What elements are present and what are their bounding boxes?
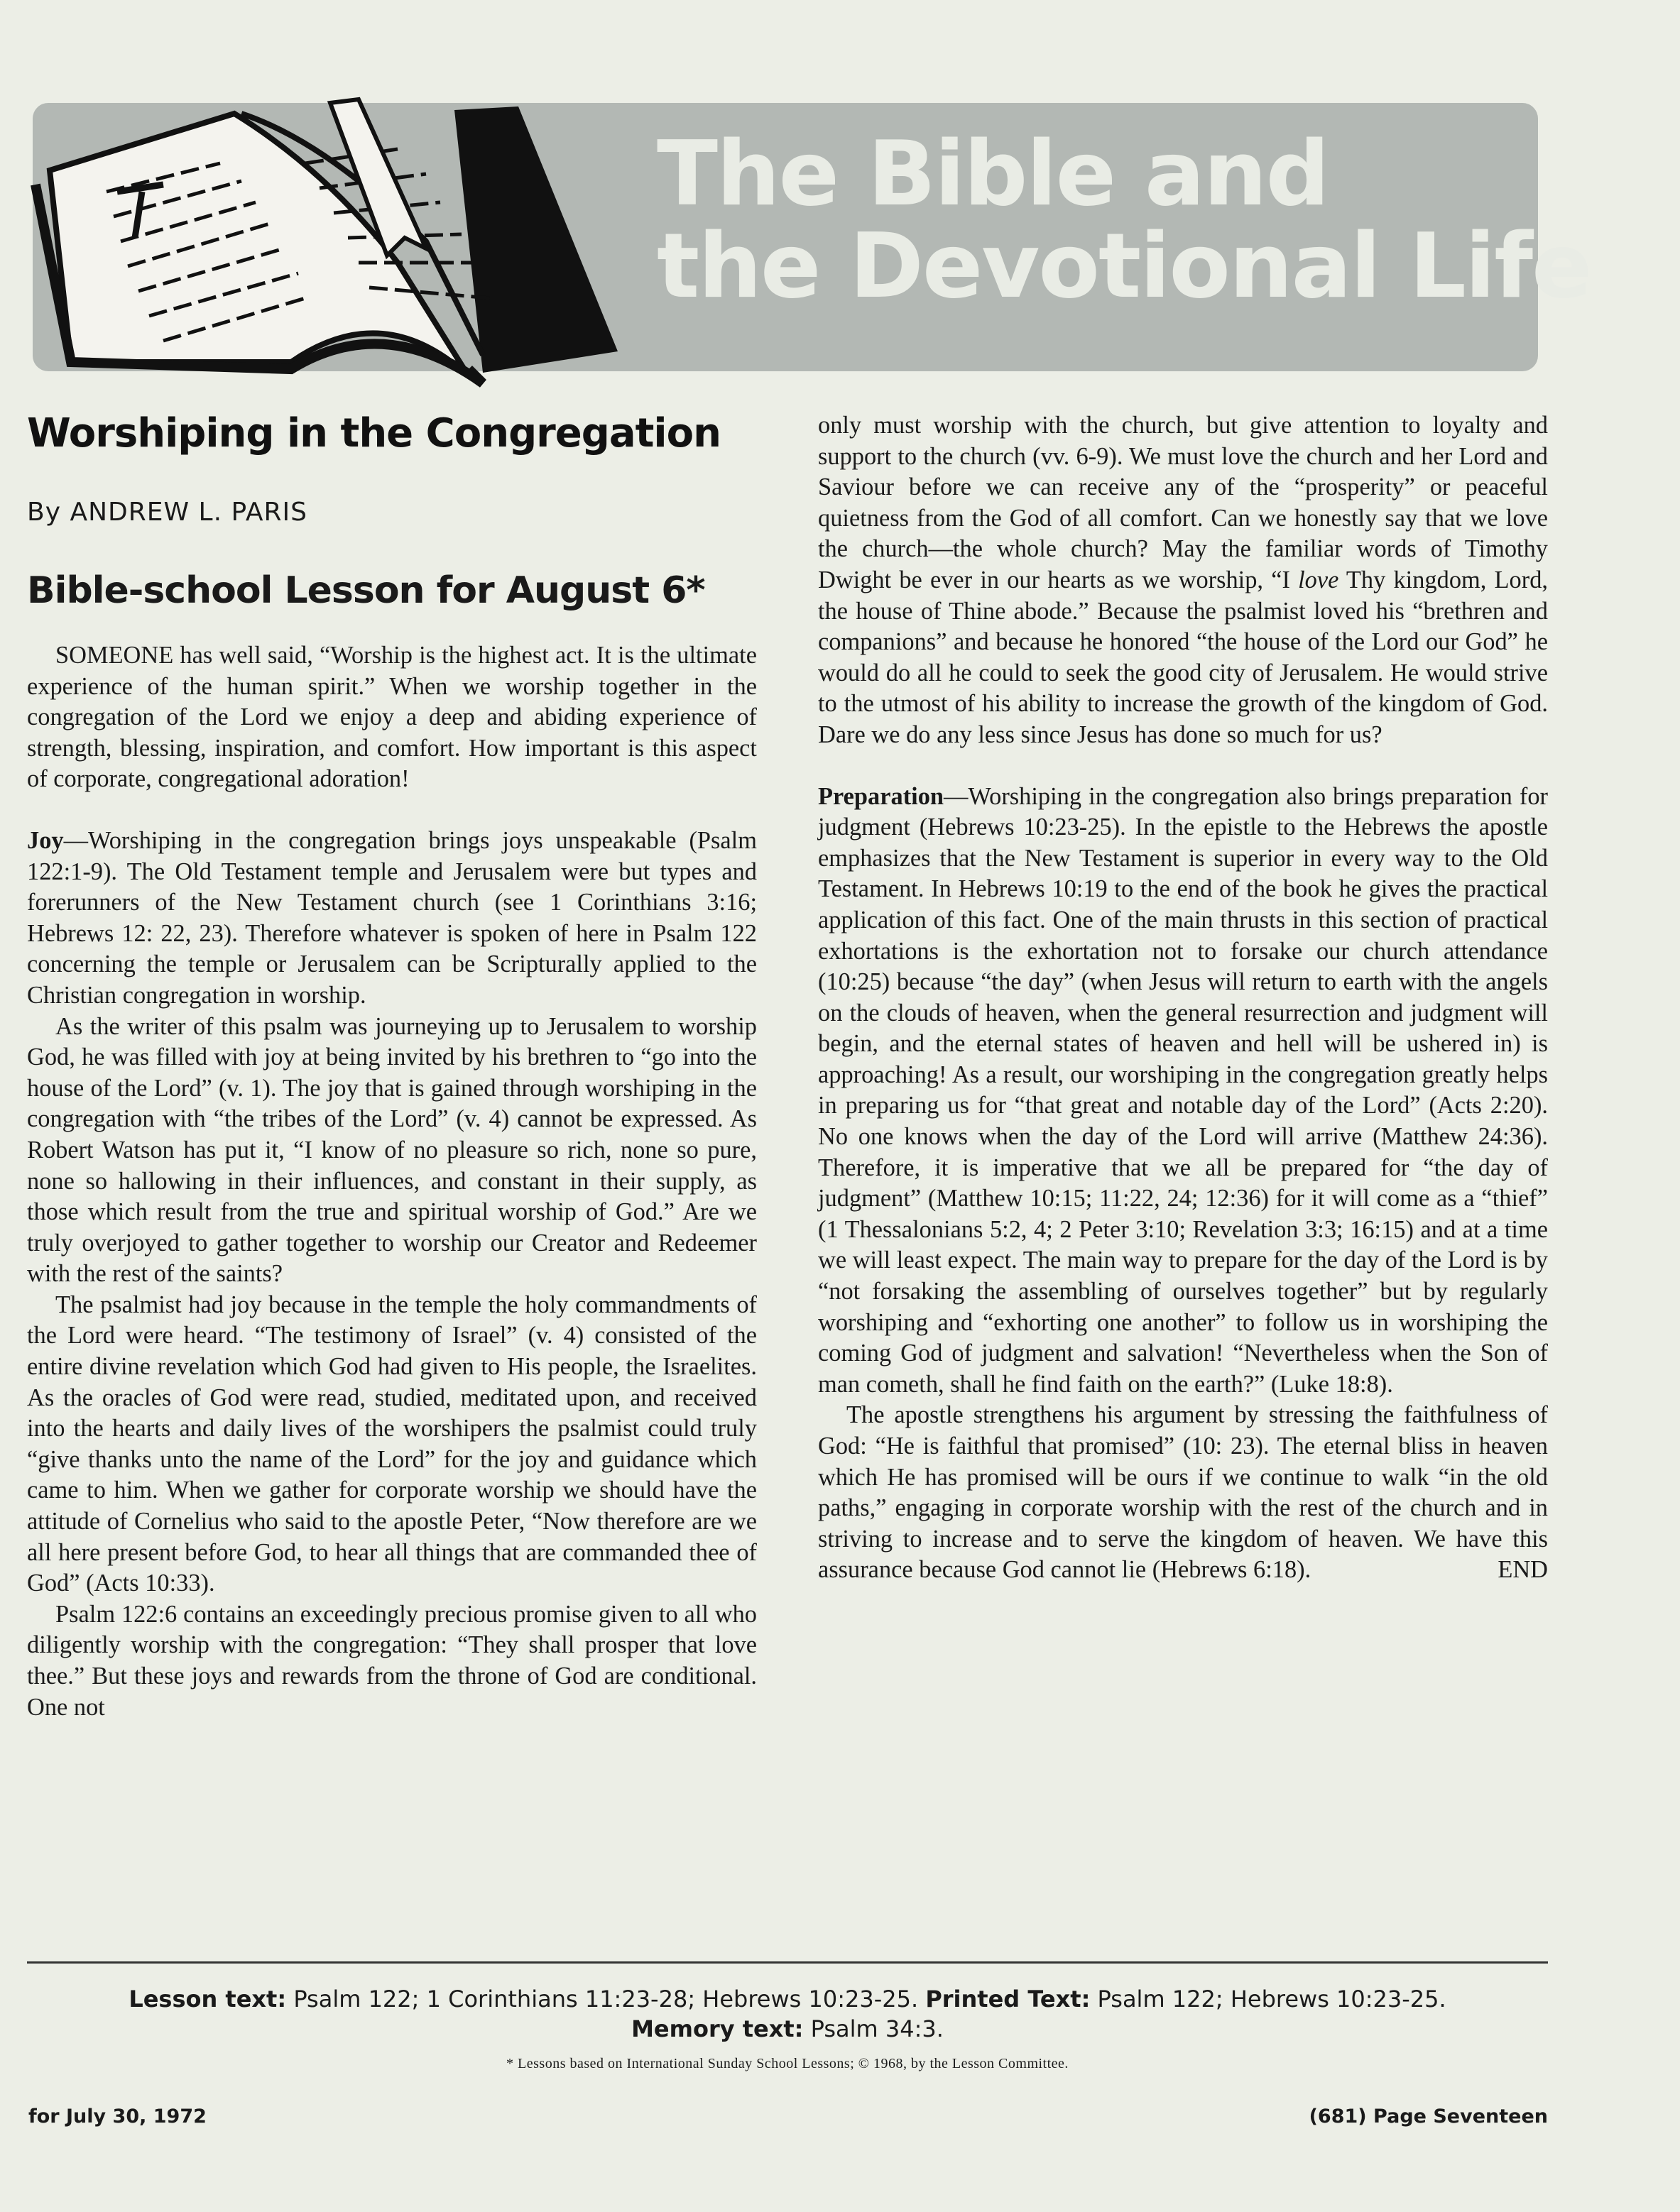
continued-paragraph-emphasis: love: [1298, 566, 1339, 593]
preparation-paragraph-2: [818, 1400, 1548, 1586]
banner-title-line-1: The Bible and: [657, 121, 1329, 226]
continued-paragraph: [818, 410, 1548, 751]
issue-date: for July 30, 1972: [28, 2106, 207, 2128]
left-column: [27, 410, 757, 1723]
lesson-heading: Bible-school Lesson for August 6*: [27, 569, 705, 612]
continued-paragraph-text-a: only must worship with the church, but give attention to loyalty and support to the church (vv. 6-9). We must love the church and her Lord and Saviour before we can receive any of the “prosperity” or peaceful quietness from the God of all comfort. Can we honestly say that we love the church—the whole church? May the familiar words of Timothy Dwight be ever in our hearts as we worship, “I: [818, 412, 1548, 593]
preparation-paragraph-2-text: The apostle strengthens his argument by stressing the faithfulness of God: “He is faithful that promised” (10: 23). The eternal bliss in heaven which He has promised will be ours if we continue to walk “in the old paths,” engaging in corporate worship with the rest of the church and in striving to increase and to serve the kingdom of heaven. We have this assurance because God cannot lie (Hebrews 6:18).: [818, 1401, 1548, 1584]
continued-paragraph-text-b: Thy kingdom, Lord, the house of Thine abode.” Because the psalmist loved his “brethren and companions” and because he honored “the house of the Lord our God” he would do all he could to seek the good city of Jerusalem. He would strive to the utmost of his ability to increase the growth of the kingdom of God. Dare we do any less since Jesus has done so much for us?: [818, 566, 1548, 748]
footnote: * Lessons based on International Sunday School Lessons; © 1968, by the Lesson Committee.: [506, 2056, 1069, 2071]
joy-paragraph-3: The psalmist had joy because in the temple the holy commandments of the Lord were heard. “The testimony of Israel” (v. 4) consisted of the entire divine revelation which God had given to His people, the Israelites. As the oracles of God were read, studied, meditated upon, and received into the hearts and daily lives of the worshipers the psalmist could truly “give thanks unto the name of the Lord” for the joy and guidance which came to him. When we gather for corporate worship we should have the attitude of Cornelius who said to the apostle Peter, “Now therefore are we all here present before God, to hear all things that are commanded thee of God” (Acts 10:33).: [27, 1291, 757, 1597]
footer-rule: [27, 1961, 1548, 1964]
joy-paragraph-4: Psalm 122:6 contains an exceedingly precious promise given to all who diligently worship with the congregation: “They shall prosper that love thee.” But these joys and rewards from the throne of God are conditional. One not: [27, 1600, 757, 1721]
memory-text-label: Memory text:: [631, 2015, 804, 2042]
joy-paragraph-2: As the writer of this psalm was journeying up to Jerusalem to worship God, he was filled with joy at being invited by his brethren to “go into the house of the Lord” (v. 1). The joy that is gained through worshiping in the congregation with “the tribes of the Lord” (v. 4) cannot be expressed. As Robert Watson has put it, “I know of no pleasure so rich, none so pure, none so hallowing in their influences, and constant in their supply, as those which result from the true and spiritual worship of God.” Are we truly overjoyed to gather together to worship our Creator and Redeemer with the rest of the saints?: [27, 1012, 757, 1288]
joy-paragraph-1-text: —Worshiping in the congregation brings joys unspeakable (Psalm 122:1-9). The Old Testament temple and Jerusalem were but types and forerunners of the New Testament church (see 1 Corinthians 3:16; Hebrews 12: 22, 23). Therefore whatever is spoken of here in Psalm 122 concerning the temple or Jerusalem can be Scripturally applied to the Christian congregation in worship.: [27, 826, 757, 1009]
end-mark: END: [1498, 1556, 1548, 1584]
lesson-text-value: Psalm 122; 1 Corinthians 11:23-28; Hebrews 10:23-25.: [286, 1986, 926, 2013]
lesson-text-label: Lesson text:: [129, 1986, 287, 2013]
lesson-texts-line-1: [27, 1984, 1548, 2014]
preparation-paragraph-1-text: —Worshiping in the congregation also brings preparation for judgment (Hebrews 10:23-25). In the epistle to the Hebrews the apostle emphasizes that the New Testament is superior in every way to the Old Testament. In Hebrews 10:19 to the end of the book he gives the practical application of this fact. One of the main thrusts in this section of practical exhortations is the exhortation not to forsake our church attendance (10:25) because “the day” (when Jesus will return to earth with the angels on the clouds of heaven, when the general resurrection and judgment will begin, and the eternal states of heaven and hell will be ushered in) is approaching! As a result, our worshiping in the congregation greatly helps in preparing us for “that great and notable day of the Lord” (Acts 2:20). No one knows when the day of the Lord will arrive (Matthew 24:36). Therefore, it is imperative that we all be prepared for “the day of judgment” (Matthew 10:15; 11:22, 24; 12:36) for it will come as a “thief” (1 Thessalonians 5:2, 4; 2 Peter 3:10; Revelation 3:3; 16:15) and at a time we will least expect. The main way to prepare for the day of the Lord is by “not forsaking the assembling of ourselves together” but by regularly worshiping and “exhorting one another” to follow us in worshiping the coming God of judgment and salvation! “Nevertheless when the Son of man cometh, shall he find faith on the earth?” (Luke 18:8).: [818, 782, 1548, 1398]
open-bible-illustration: [28, 85, 639, 390]
joy-heading: Joy: [27, 826, 64, 854]
right-column: [818, 410, 1548, 1586]
preparation-heading: Preparation: [818, 782, 944, 810]
banner-title: [657, 121, 1591, 318]
printed-text-label: Printed Text:: [925, 1986, 1091, 2013]
printed-text-value: Psalm 122; Hebrews 10:23-25.: [1090, 1986, 1446, 2013]
article-title: Worshiping in the Congregation: [27, 410, 721, 456]
intro-paragraph: SOMEONE has well said, “Worship is the highest act. It is the ultimate experience of the human spirit.” When we worship together in the congregation of the Lord we enjoy a deep and abiding experience of strength, blessing, inspiration, and comfort. How important is this aspect of corporate, congregational adoration!: [27, 642, 757, 793]
byline: By ANDREW L. PARIS: [27, 498, 307, 527]
lesson-texts: [27, 1984, 1548, 2044]
joy-paragraph-1: [27, 826, 757, 1012]
lesson-texts-line-2: [27, 2014, 1548, 2044]
memory-text-value: Psalm 34:3.: [803, 2015, 944, 2042]
page-number: (681) Page Seventeen: [1309, 2106, 1548, 2128]
preparation-paragraph-1: [818, 782, 1548, 1401]
banner-title-line-2: the Devotional Life: [657, 214, 1591, 318]
